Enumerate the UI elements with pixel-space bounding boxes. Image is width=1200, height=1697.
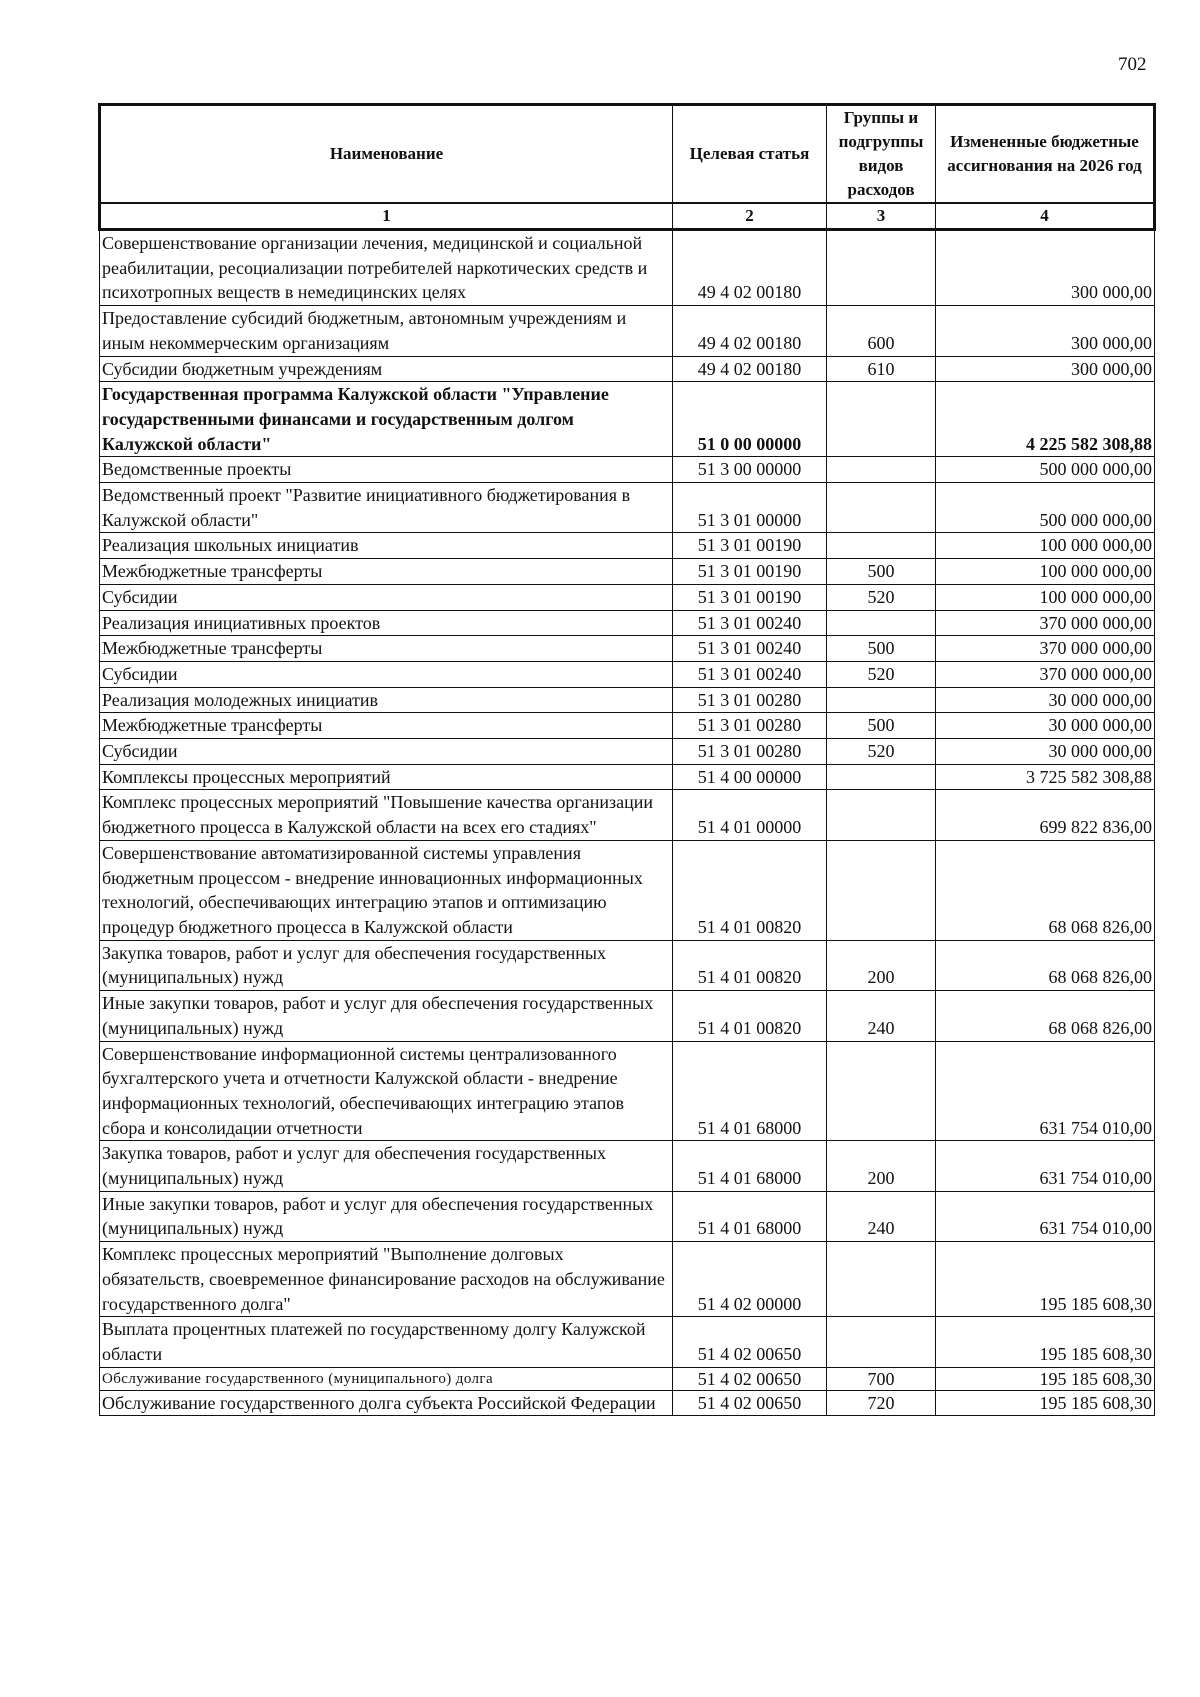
table-row: [100, 533, 1155, 559]
row-target-code: 51 3 00 00000: [673, 457, 827, 483]
row-group-code: [827, 610, 936, 636]
row-amount: 500 000 000,00: [936, 483, 1155, 533]
row-group-code: [827, 840, 936, 940]
row-group-code: 500: [827, 636, 936, 662]
table-row: [100, 661, 1155, 687]
row-target-code: 49 4 02 00180: [673, 356, 827, 382]
row-group-code: [827, 1242, 936, 1317]
row-target-code: 51 4 02 00650: [673, 1390, 827, 1416]
row-target-code: 51 3 01 00190: [673, 559, 827, 585]
table-row: [100, 713, 1155, 739]
table-row: [100, 1191, 1155, 1241]
table-row: [100, 584, 1155, 610]
row-amount: 500 000 000,00: [936, 457, 1155, 483]
row-group-code: [827, 1317, 936, 1367]
table-row: [100, 1367, 1155, 1390]
row-name: Межбюджетные трансферты: [100, 636, 673, 662]
row-name: Межбюджетные трансферты: [100, 713, 673, 739]
row-group-code: [827, 764, 936, 790]
row-group-code: 520: [827, 739, 936, 765]
table-row: [100, 940, 1155, 990]
table-row: [100, 1390, 1155, 1416]
row-name: Субсидии: [100, 661, 673, 687]
table-row: [100, 790, 1155, 840]
row-group-code: [827, 1041, 936, 1141]
table-row: [100, 1141, 1155, 1191]
row-target-code: 51 3 01 00280: [673, 713, 827, 739]
row-name: Субсидии: [100, 584, 673, 610]
row-target-code: 51 4 01 00820: [673, 840, 827, 940]
row-amount: 300 000,00: [936, 306, 1155, 356]
row-target-code: 51 4 01 00820: [673, 940, 827, 990]
row-target-code: 49 4 02 00180: [673, 306, 827, 356]
row-amount: 68 068 826,00: [936, 940, 1155, 990]
row-name: Государственная программа Калужской области "Управление государственными финансами и государственным долгом Калужской области": [100, 382, 673, 457]
table-row: [100, 840, 1155, 940]
table-row: [100, 230, 1155, 306]
table-row: [100, 636, 1155, 662]
row-amount: 300 000,00: [936, 356, 1155, 382]
row-target-code: 51 3 01 00280: [673, 687, 827, 713]
row-target-code: 51 3 01 00000: [673, 483, 827, 533]
column-numbers-row: [100, 203, 1155, 230]
row-target-code: 51 3 01 00190: [673, 533, 827, 559]
row-group-code: 520: [827, 584, 936, 610]
row-target-code: 51 4 02 00000: [673, 1242, 827, 1317]
row-name: Закупка товаров, работ и услуг для обеспечения государственных (муниципальных) нужд: [100, 1141, 673, 1191]
table-row: [100, 483, 1155, 533]
row-target-code: 51 4 01 00000: [673, 790, 827, 840]
table-header: [100, 105, 1155, 230]
row-group-code: [827, 230, 936, 306]
row-amount: 68 068 826,00: [936, 840, 1155, 940]
row-name: Иные закупки товаров, работ и услуг для обеспечения государственных (муниципальных) нужд: [100, 1191, 673, 1241]
header-name: Наименование: [100, 105, 673, 204]
row-name: Реализация молодежных инициатив: [100, 687, 673, 713]
row-name: Ведомственный проект "Развитие инициативного бюджетирования в Калужской области": [100, 483, 673, 533]
row-amount: 3 725 582 308,88: [936, 764, 1155, 790]
column-number: 4: [936, 203, 1155, 230]
header-target: Целевая статья: [673, 105, 827, 204]
table-row: [100, 764, 1155, 790]
row-name: Закупка товаров, работ и услуг для обеспечения государственных (муниципальных) нужд: [100, 940, 673, 990]
row-name: Выплата процентных платежей по государственному долгу Калужской области: [100, 1317, 673, 1367]
table-row: [100, 382, 1155, 457]
row-name: Совершенствование автоматизированной системы управления бюджетным процессом - внедрение инновационных информационных технологий, обеспечивающих интеграцию этапов и оптимизацию процедур бюджетного процесса в Калужской области: [100, 840, 673, 940]
row-group-code: 610: [827, 356, 936, 382]
row-name: Комплексы процессных мероприятий: [100, 764, 673, 790]
table-body: [100, 230, 1155, 1416]
row-amount: 370 000 000,00: [936, 610, 1155, 636]
column-number: 2: [673, 203, 827, 230]
row-amount: 370 000 000,00: [936, 636, 1155, 662]
row-name: Субсидии: [100, 739, 673, 765]
row-name: Обслуживание государственного (муниципального) долга: [100, 1367, 673, 1390]
row-target-code: 51 0 00 00000: [673, 382, 827, 457]
row-name: Ведомственные проекты: [100, 457, 673, 483]
row-name: Реализация школьных инициатив: [100, 533, 673, 559]
row-amount: 300 000,00: [936, 230, 1155, 306]
table-row: [100, 559, 1155, 585]
row-group-code: 600: [827, 306, 936, 356]
row-target-code: 51 4 01 00820: [673, 991, 827, 1041]
row-amount: 699 822 836,00: [936, 790, 1155, 840]
row-target-code: 51 3 01 00240: [673, 636, 827, 662]
row-amount: 195 185 608,30: [936, 1367, 1155, 1390]
row-group-code: [827, 483, 936, 533]
row-group-code: [827, 382, 936, 457]
row-group-code: [827, 533, 936, 559]
row-group-code: 720: [827, 1390, 936, 1416]
row-target-code: 51 3 01 00240: [673, 661, 827, 687]
row-target-code: 51 3 01 00240: [673, 610, 827, 636]
table-row: [100, 1317, 1155, 1367]
row-amount: 195 185 608,30: [936, 1317, 1155, 1367]
row-name: Совершенствование информационной системы централизованного бухгалтерского учета и отчетности Калужской области - внедрение информационных технологий, обеспечивающих интеграцию этапов сбора и консолидации отчетности: [100, 1041, 673, 1141]
table-row: [100, 1242, 1155, 1317]
row-name: Обслуживание государственного долга субъекта Российской Федерации: [100, 1390, 673, 1416]
row-group-code: [827, 687, 936, 713]
row-name: Межбюджетные трансферты: [100, 559, 673, 585]
row-amount: 631 754 010,00: [936, 1141, 1155, 1191]
header-amount: Измененные бюджетные ассигнования на 2026 год: [936, 105, 1155, 204]
row-name: Комплекс процессных мероприятий "Выполнение долговых обязательств, своевременное финансирование расходов на обслуживание государственного долга": [100, 1242, 673, 1317]
row-target-code: 49 4 02 00180: [673, 230, 827, 306]
row-amount: 30 000 000,00: [936, 713, 1155, 739]
row-target-code: 51 4 02 00650: [673, 1367, 827, 1390]
row-target-code: 51 3 01 00280: [673, 739, 827, 765]
row-group-code: 500: [827, 559, 936, 585]
table-row: [100, 610, 1155, 636]
row-amount: 631 754 010,00: [936, 1041, 1155, 1141]
row-target-code: 51 3 01 00190: [673, 584, 827, 610]
row-name: Предоставление субсидий бюджетным, автономным учреждениям и иным некоммерческим организациям: [100, 306, 673, 356]
row-amount: 631 754 010,00: [936, 1191, 1155, 1241]
row-group-code: 200: [827, 1141, 936, 1191]
row-amount: 100 000 000,00: [936, 559, 1155, 585]
row-target-code: 51 4 02 00650: [673, 1317, 827, 1367]
row-group-code: 500: [827, 713, 936, 739]
row-name: Иные закупки товаров, работ и услуг для обеспечения государственных (муниципальных) нужд: [100, 991, 673, 1041]
table-row: [100, 457, 1155, 483]
table-row: [100, 687, 1155, 713]
page-number: 702: [1118, 54, 1147, 75]
table-row: [100, 991, 1155, 1041]
row-target-code: 51 4 01 68000: [673, 1041, 827, 1141]
row-name: Комплекс процессных мероприятий "Повышение качества организации бюджетного процесса в Калужской области на всех его стадиях": [100, 790, 673, 840]
row-amount: 100 000 000,00: [936, 584, 1155, 610]
row-name: Субсидии бюджетным учреждениям: [100, 356, 673, 382]
column-number: 1: [100, 203, 673, 230]
row-amount: 30 000 000,00: [936, 687, 1155, 713]
row-group-code: [827, 457, 936, 483]
row-group-code: 240: [827, 991, 936, 1041]
table-row: [100, 739, 1155, 765]
row-amount: 4 225 582 308,88: [936, 382, 1155, 457]
row-group-code: 700: [827, 1367, 936, 1390]
row-target-code: 51 4 01 68000: [673, 1141, 827, 1191]
row-amount: 370 000 000,00: [936, 661, 1155, 687]
row-group-code: [827, 790, 936, 840]
row-amount: 100 000 000,00: [936, 533, 1155, 559]
table-row: [100, 306, 1155, 356]
row-group-code: 240: [827, 1191, 936, 1241]
row-name: Совершенствование организации лечения, медицинской и социальной реабилитации, ресоциализации потребителей наркотических средств и психотропных веществ в немедицинских целях: [100, 230, 673, 306]
row-amount: 68 068 826,00: [936, 991, 1155, 1041]
row-amount: 30 000 000,00: [936, 739, 1155, 765]
row-amount: 195 185 608,30: [936, 1390, 1155, 1416]
row-target-code: 51 4 01 68000: [673, 1191, 827, 1241]
row-group-code: 200: [827, 940, 936, 990]
table-row: [100, 1041, 1155, 1141]
budget-table: [98, 103, 1156, 1416]
column-number: 3: [827, 203, 936, 230]
row-group-code: 520: [827, 661, 936, 687]
header-group: Группы и подгруппы видов расходов: [827, 105, 936, 204]
row-target-code: 51 4 00 00000: [673, 764, 827, 790]
row-amount: 195 185 608,30: [936, 1242, 1155, 1317]
row-name: Реализация инициативных проектов: [100, 610, 673, 636]
table-row: [100, 356, 1155, 382]
